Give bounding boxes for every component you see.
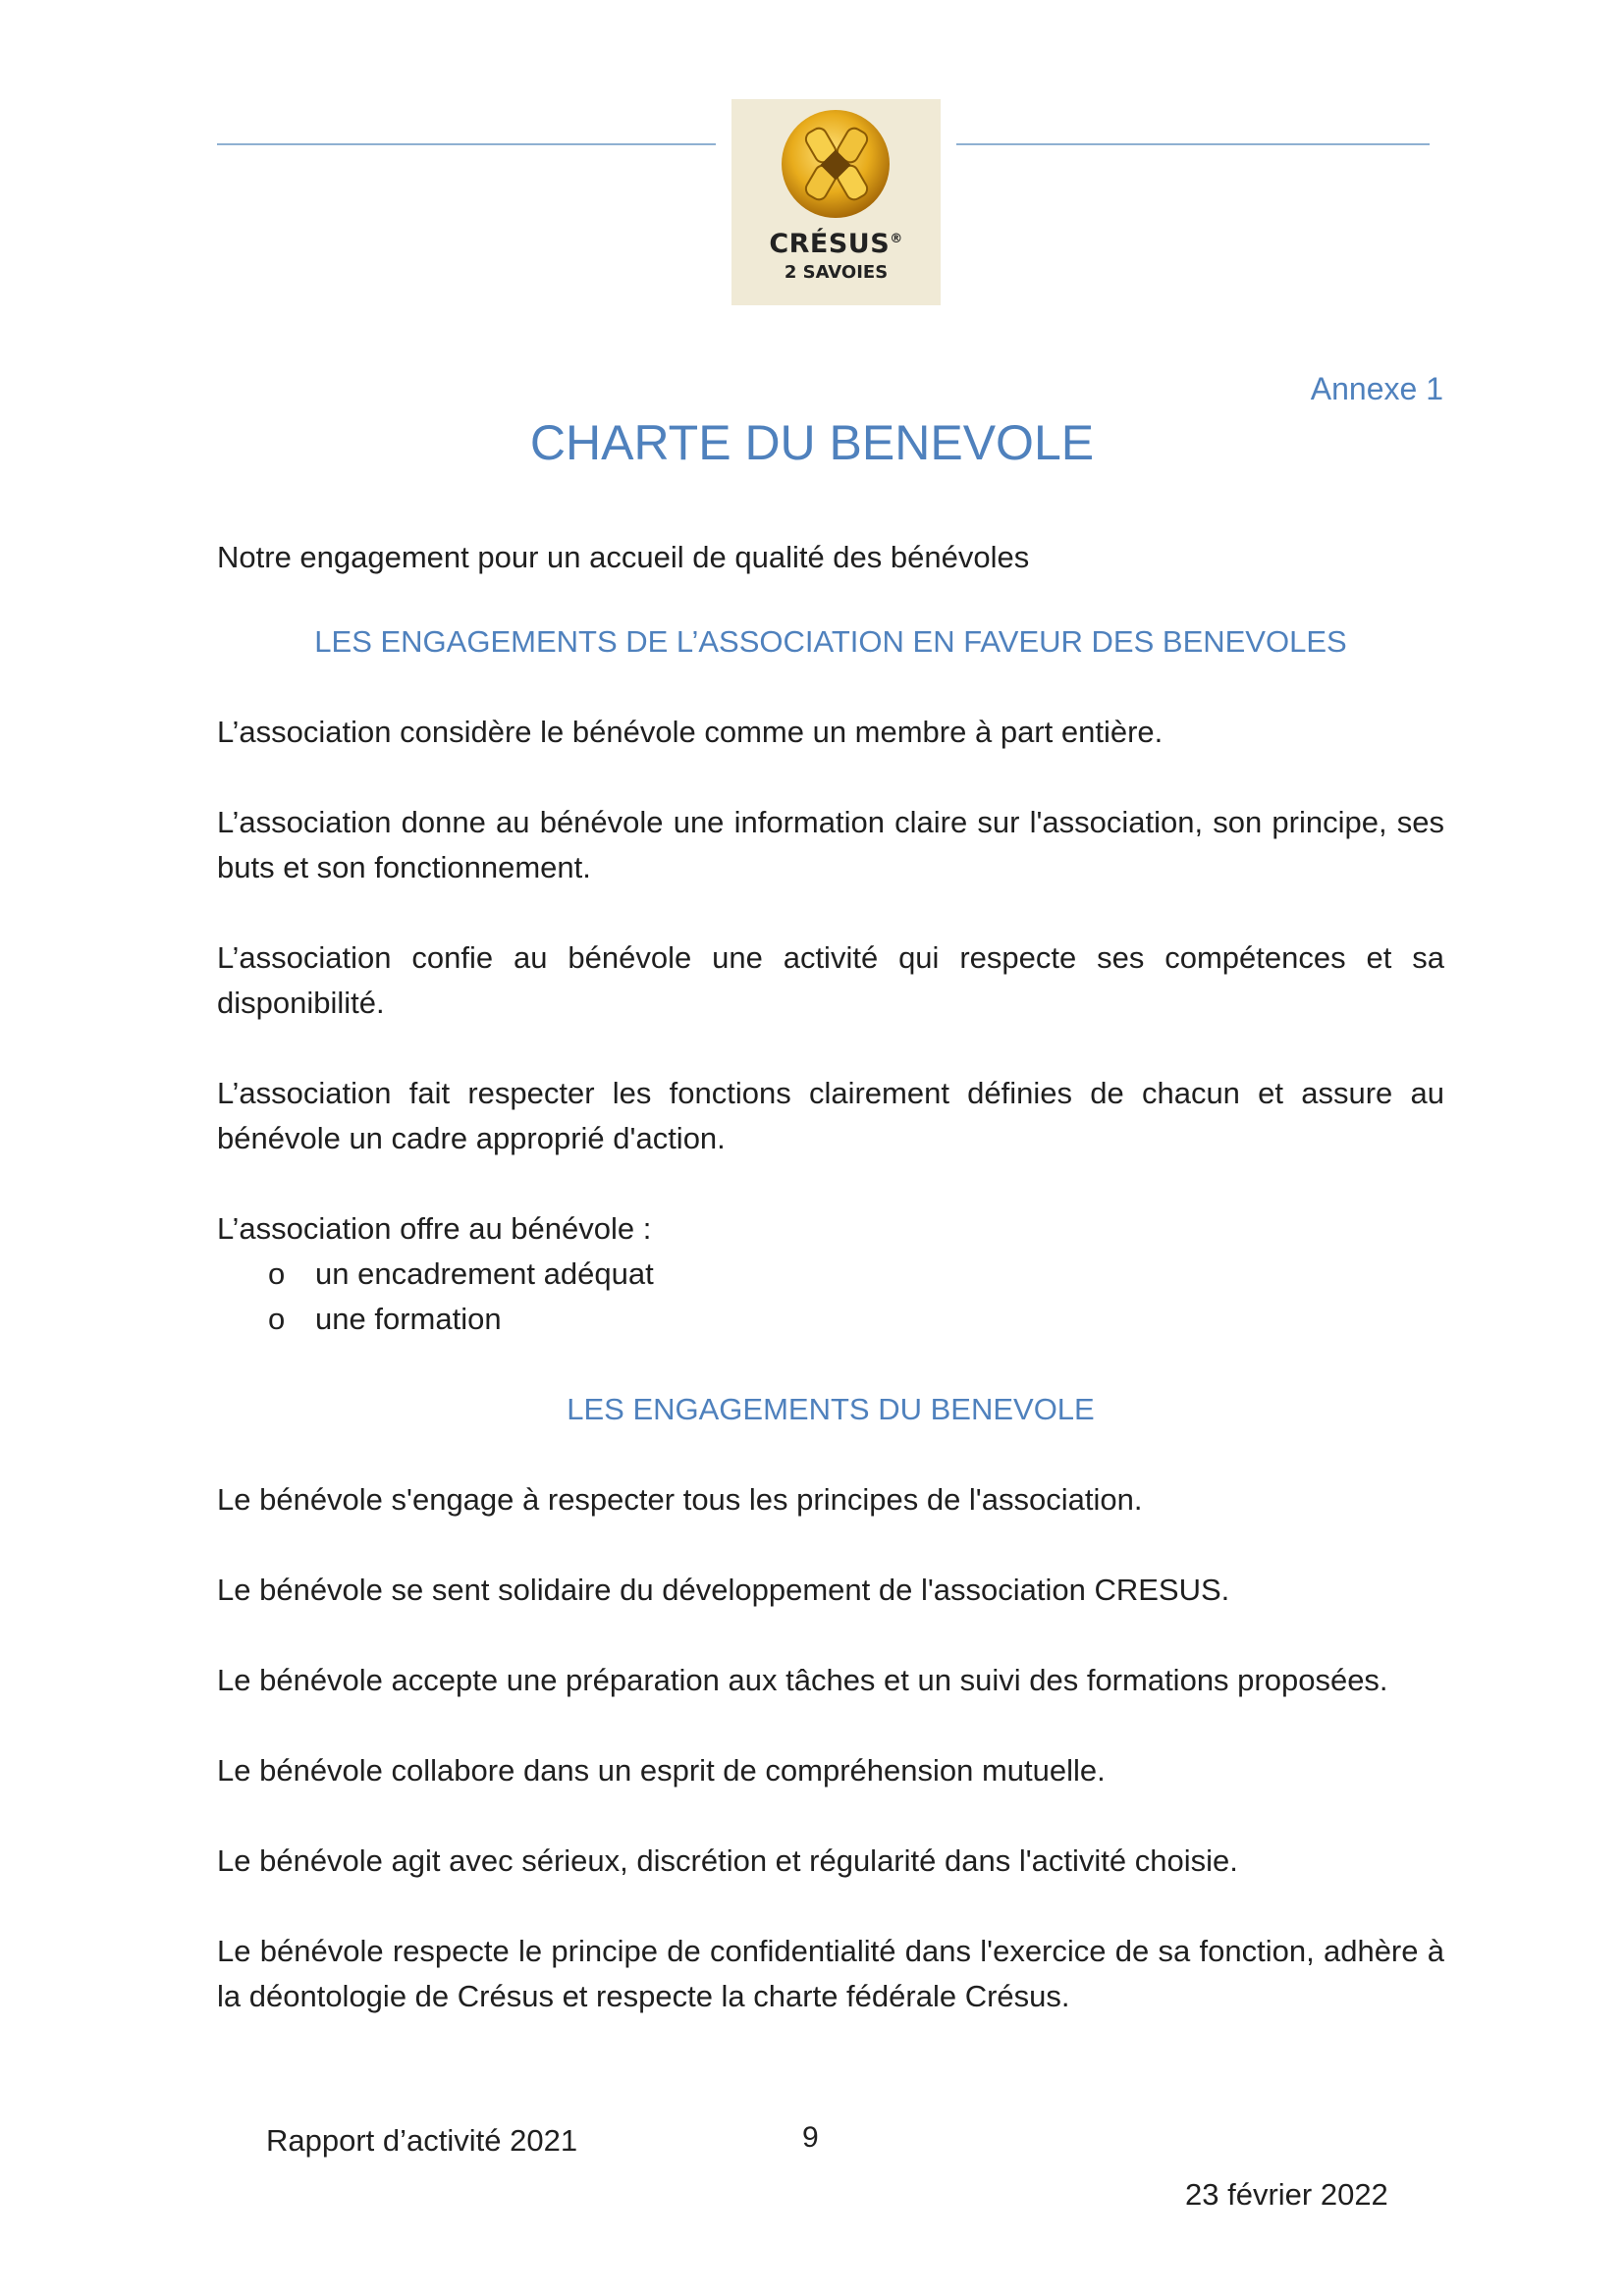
paragraph: L’association considère le bénévole comme un membre à part entière. — [217, 715, 1164, 749]
offers-list — [217, 1252, 1444, 1342]
paragraph: Le bénévole agit avec sérieux, discrétion et régularité dans l'activité choisie. — [217, 1843, 1238, 1878]
page-title: CHARTE DU BENEVOLE — [529, 415, 1095, 470]
header-rule-right — [956, 143, 1430, 145]
page-number: 9 — [802, 2121, 819, 2154]
intro-text: Notre engagement pour un accueil de qualité des bénévoles — [217, 540, 1030, 574]
bullet-icon: o — [268, 1256, 286, 1291]
logo-subtitle: 2 SAVOIES — [784, 262, 889, 283]
offers-intro: L’association offre au bénévole : — [217, 1211, 652, 1246]
section-heading-benevole: LES ENGAGEMENTS DU BENEVOLE — [567, 1392, 1095, 1426]
cresus-logo — [731, 99, 941, 305]
list-item: o un encadrement adéquat — [217, 1252, 1444, 1297]
list-item: o une formation — [217, 1297, 1444, 1342]
document-body — [217, 535, 1444, 2064]
paragraph: Le bénévole respecte le principe de confidentialité dans l'exercice de sa fonction, adhère à la déontologie de Crésus et respecte la charte fédérale Crésus. — [217, 1934, 1444, 2013]
paragraph: Le bénévole accepte une préparation aux tâches et un suivi des formations proposées. — [217, 1663, 1388, 1697]
footer-date: 23 février 2022 — [1185, 2177, 1388, 2212]
header-rule-left — [217, 143, 716, 145]
paragraph: L’association confie au bénévole une activité qui respecte ses compétences et sa disponibilité. — [217, 940, 1444, 1020]
annex-label: Annexe 1 — [1310, 371, 1443, 406]
section-heading-association: LES ENGAGEMENTS DE L’ASSOCIATION EN FAVEUR DES BENEVOLES — [314, 624, 1347, 659]
paragraph: Le bénévole s'engage à respecter tous les principes de l'association. — [217, 1482, 1143, 1517]
paragraph: L’association fait respecter les fonctions clairement définies de chacun et assure au bénévole un cadre approprié d'action. — [217, 1076, 1444, 1155]
bullet-icon: o — [268, 1302, 286, 1336]
paragraph: L’association donne au bénévole une information claire sur l'association, son principe, ses buts et son fonctionnement. — [217, 805, 1444, 884]
logo-name: CRÉSUS® — [769, 229, 903, 259]
paragraph: Le bénévole collabore dans un esprit de compréhension mutuelle. — [217, 1753, 1106, 1788]
footer-report-title: Rapport d’activité 2021 — [266, 2123, 578, 2158]
paragraph: Le bénévole se sent solidaire du développement de l'association CRESUS. — [217, 1573, 1230, 1607]
